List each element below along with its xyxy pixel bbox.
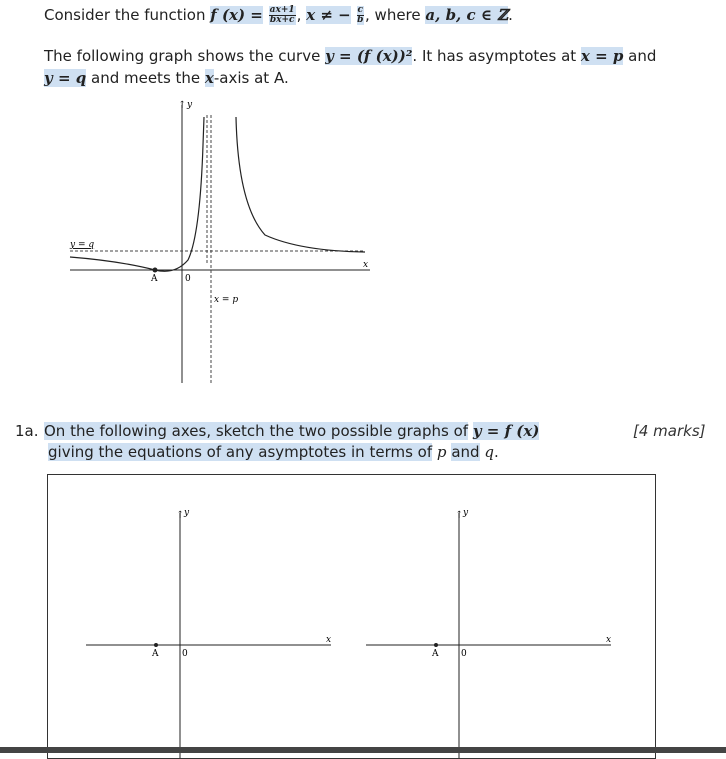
- question-line2: [48, 443, 499, 461]
- y-axis-label: y: [187, 100, 193, 110]
- asymptote-x: x = p: [580, 47, 624, 65]
- period: .: [508, 6, 513, 24]
- function-lhs: f (x) =: [210, 6, 263, 24]
- asymptote-y: y = q: [44, 69, 87, 87]
- curve-right-branch: [236, 117, 365, 252]
- function-fraction: [269, 6, 296, 25]
- where-text: , where: [365, 6, 421, 24]
- question-and: and: [451, 443, 480, 461]
- right-point-A: [434, 643, 438, 647]
- given-graph: [60, 95, 380, 390]
- graph-description-line2: [44, 69, 289, 87]
- curve-equation: y = (f (x))²: [325, 47, 413, 65]
- yq-label: y = q: [70, 240, 95, 250]
- consider-text: Consider the function: [44, 6, 206, 24]
- function-definition: Consider the function f (x) = $\frac{ax+1}{bx+c}$ , x ≠ − $\frac{c}{b}$ , where a, b, c ∈ ℤ.: [44, 5, 513, 25]
- desc-text1: The following graph shows the curve: [44, 47, 321, 65]
- domain-fraction: [357, 6, 364, 25]
- left-point-A: [154, 643, 158, 647]
- question-text1: On the following axes, sketch the two possible graphs of: [44, 422, 469, 440]
- right-y-arrow-icon: ↑: [455, 510, 464, 521]
- parameter-set: a, b, c ∈ ℤ: [425, 6, 509, 24]
- left-origin-label: 0: [182, 649, 188, 659]
- origin-label: 0: [185, 274, 191, 284]
- question-end: .: [493, 443, 499, 461]
- question-p: p: [436, 443, 447, 461]
- question-number: 1a.: [15, 422, 39, 440]
- marks-label: [4 marks]: [633, 422, 706, 440]
- right-x-label: x: [606, 635, 612, 645]
- answer-axes: [48, 475, 655, 758]
- desc-text2: . It has asymptotes at: [412, 47, 577, 65]
- left-y-arrow-icon: ↑: [176, 510, 185, 521]
- fraction-denominator: bx+c: [269, 15, 295, 25]
- question-function: y = f (x): [472, 422, 540, 440]
- graph-description-line1: [44, 47, 656, 65]
- y-axis-arrow-icon: ↑: [178, 100, 187, 111]
- desc-and: and: [628, 47, 657, 65]
- A-label: A: [151, 274, 158, 284]
- domain-numerator: c: [357, 5, 364, 15]
- left-x-label: x: [326, 635, 332, 645]
- desc-text4: -axis at A.: [213, 69, 289, 87]
- left-A-label: A: [152, 649, 159, 659]
- right-A-label: A: [432, 649, 439, 659]
- xp-label: x = p: [214, 295, 239, 305]
- question-q: q: [484, 443, 494, 461]
- right-y-label: y: [463, 508, 469, 518]
- x-axis-label: x: [363, 260, 369, 270]
- bottom-divider: [0, 747, 726, 753]
- question-line1: [44, 422, 539, 440]
- x-variable: x: [204, 69, 214, 87]
- answer-box[interactable]: [47, 474, 656, 759]
- question-text2: giving the equations of any asymptotes in terms of: [48, 443, 433, 461]
- right-origin-label: 0: [461, 649, 467, 659]
- domain-condition: x ≠ −: [306, 6, 351, 24]
- domain-denominator: b: [357, 15, 364, 25]
- desc-text3: and meets the: [91, 69, 201, 87]
- fraction-numerator: ax+1: [269, 5, 295, 15]
- left-y-label: y: [184, 508, 190, 518]
- point-A: [153, 268, 158, 273]
